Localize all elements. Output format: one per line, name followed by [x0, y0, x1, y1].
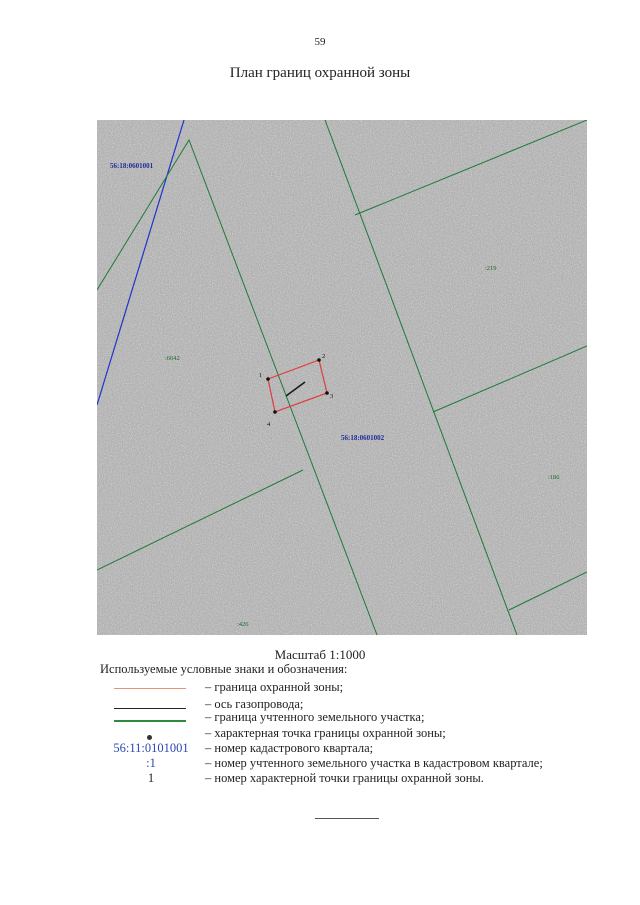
quarter-number-symbol: [110, 741, 192, 757]
legend-title: Используемые условные знаки и обозначения:: [100, 662, 348, 676]
legend-item: [0, 680, 640, 696]
page-number: 59: [314, 36, 326, 48]
zone-boundary-symbol: [110, 680, 192, 696]
legend-text: – характерная точка границы охранной зоны;: [205, 726, 446, 740]
point-label-4: 4: [267, 421, 271, 428]
point-label-1: 1: [259, 372, 263, 379]
legend-item: [0, 771, 640, 787]
legend-item: [0, 741, 640, 757]
boundary-point-3: [325, 391, 329, 395]
legend-item: [0, 756, 640, 772]
parcel-label: :6642: [165, 355, 180, 362]
parcel-number-sample: :1: [146, 756, 156, 770]
legend-text: – ось газопровода;: [205, 697, 304, 711]
quarter-label: 56:18:0601002: [341, 434, 385, 442]
boundary-point-symbol: [110, 726, 192, 742]
legend-text: – номер учтенного земельного участка в кадастровом квартале;: [205, 756, 543, 770]
point-label-3: 3: [330, 393, 334, 400]
boundary-point-1: [266, 377, 270, 381]
boundary-point-2: [317, 358, 321, 362]
parcel-label: :426: [237, 621, 249, 628]
parcel-number-symbol: [110, 756, 192, 772]
legend-text: – граница учтенного земельного участка;: [205, 710, 425, 724]
legend-item: [0, 710, 640, 726]
map-scale: Масштаб 1:1000: [274, 647, 366, 662]
boundary-point-4: [273, 410, 277, 414]
legend-item: [0, 726, 640, 742]
point-number-symbol: [110, 771, 192, 787]
parcel-boundary-symbol: [110, 710, 192, 726]
point-label-2: 2: [322, 353, 326, 360]
quarter-number-sample: 56:11:0101001: [113, 741, 189, 755]
quarter-label: 56:18:0601001: [110, 162, 154, 170]
parcel-label: :219: [485, 265, 497, 272]
point-number-sample: 1: [147, 771, 155, 785]
cadastral-map: [97, 120, 587, 635]
legend-text: – граница охранной зоны;: [205, 680, 344, 694]
legend-text: – номер характерной точки границы охранной зоны.: [205, 771, 484, 785]
legend-text: – номер кадастрового квартала;: [205, 741, 374, 755]
parcel-label: :186: [548, 474, 560, 481]
map-canvas: [97, 120, 587, 635]
page-title: План границ охранной зоны: [229, 65, 411, 81]
footer-divider: [315, 818, 379, 819]
